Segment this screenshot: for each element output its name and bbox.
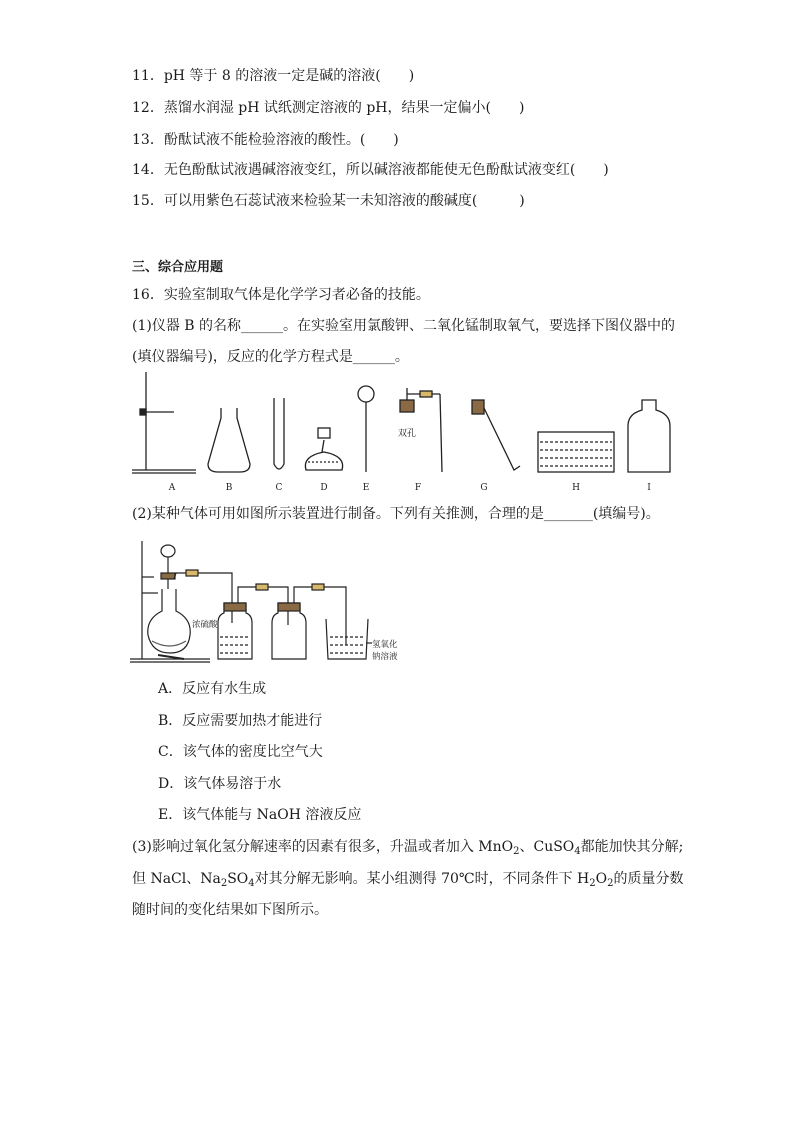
label-F: F [414,483,422,493]
label-H: H [572,483,580,493]
label-E: E [362,483,370,493]
option-a: A．反应有水生成 [158,681,267,697]
alcohol-lamp-D [305,428,342,470]
gas-bottle-I [628,400,670,472]
test-tube-C [274,398,284,469]
label-I: I [647,483,651,493]
q16-stem: 16．实验室制取气体是化学学习者必备的技能。 [132,287,430,303]
question-12: 12．蒸馏水润湿 pH 试纸测定溶液的 pH，结果一定偏小( ) [132,100,525,116]
label-conc-acid: 浓硫酸 [192,620,218,630]
option-e: E．该气体能与 NaOH 溶液反应 [158,807,362,823]
q16-part3-line2: 但 NaCl、$Na_2SO_4$对其分解无影响。某小组测得 70℃时，不同条件下 $H_2O_2$的质量分数 [132,871,684,889]
label-G: G [480,483,488,493]
label-B: B [225,483,233,493]
question-15: 15．可以用紫色石蕊试液来检验某一未知溶液的酸碱度( ) [132,193,525,209]
label-F-note: 双孔 [398,429,417,439]
label-C: C [275,483,283,493]
conical-flask-B [208,408,250,472]
apparatus-figure [128,366,678,496]
bulb-funnel-E [358,386,374,472]
water-trough-H [538,432,614,472]
delivery-tube-G [472,400,520,470]
question-14: 14．无色酚酞试液遇碱溶液变红，所以碱溶液都能使无色酚酞试液变红( ) [132,162,609,178]
label-D: D [320,483,328,493]
label-A: A [168,483,176,493]
section-heading: 三、综合应用题 [132,260,224,275]
q16-part1-line1: (1)仪器 B 的名称______。在实验室用氯酸钾、二氧化锰制取氧气，要选择下图仪器中的 [132,318,676,334]
label-naoh-1: 氢氧化 [372,640,398,650]
question-13: 13．酚酞试液不能检验溶液的酸性。( ) [132,132,399,148]
option-c: C．该气体的密度比空气大 [158,744,323,760]
question-11: 11．pH 等于 8 的溶液一定是碱的溶液( ) [132,68,415,84]
q16-part3-line1: (3)影响过氧化氢分解速率的因素有很多，升温或者加入 MnO$_2$、CuSO$_4$都能加快其分解; [132,839,684,857]
gas-setup-figure [128,533,428,668]
q16-part2: (2)某种气体可用如图所示装置进行制备。下列有关推测，合理的是_______(填编号)。 [132,506,660,522]
q16-part3-line3: 随时间的变化结果如下图所示。 [132,902,328,918]
option-d: D．该气体易溶于水 [158,776,282,792]
iron-stand-A [132,372,196,473]
q16-part1-line2: (填仪器编号)，反应的化学方程式是______。 [132,349,409,365]
label-naoh-2: 钠溶液 [372,652,398,662]
option-b: B．反应需要加热才能进行 [158,713,323,729]
